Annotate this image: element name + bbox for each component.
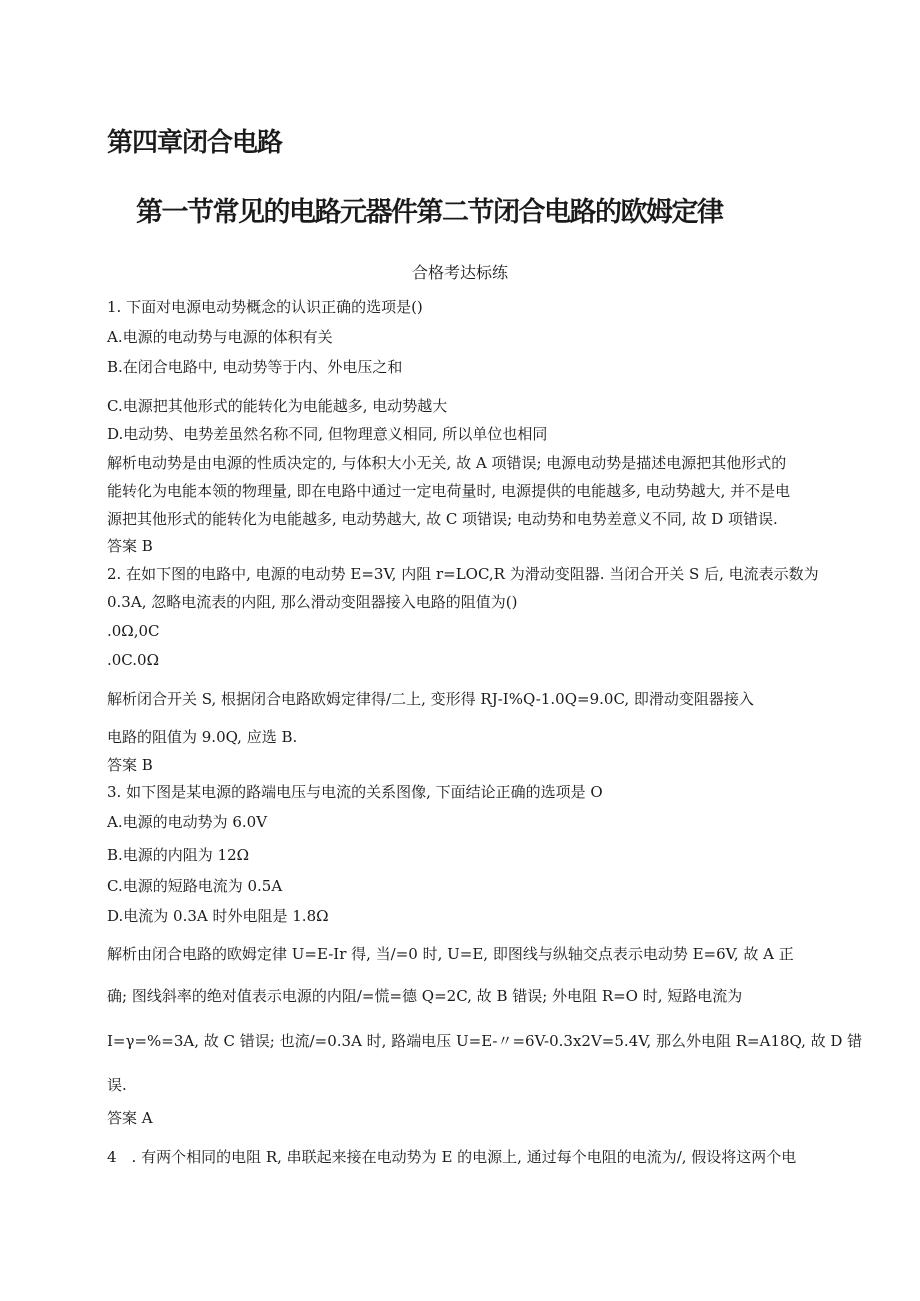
q2-options-line-2: .0C.0Ω [107,651,160,669]
q1-analysis-line-3: 源把其他形式的能转化为电能越多, 电动势越大, 故 C 项错误; 电动势和电势差意义不同, 故 D 项错误. [107,510,778,528]
q3-option-c: C.电源的短路电流为 0.5A [107,877,283,895]
q3-option-d: D.电流为 0.3A 时外电阻是 1.8Ω [107,907,329,925]
q1-stem: 1. 下面对电源电动势概念的认识正确的选项是() [107,298,423,316]
q2-stem-line-2: 0.3A, 忽略电流表的内阻, 那么滑动变阻器接入电路的阻值为() [107,593,518,611]
q1-analysis-line-1: 解析电动势是由电源的性质决定的, 与体积大小无关, 故 A 项错误; 电源电动势是描述电源把其他形式的 [107,454,787,472]
q3-option-a: A.电源的电动势为 6.0V [107,813,268,831]
q2-stem-line-1: 2. 在如下图的电路中, 电源的电动势 E=3V, 内阻 r=LOC,R 为滑动变阻器. 当闭合开关 S 后, 电流表示数为 [107,565,819,583]
q3-analysis-line-1: 解析由闭合电路的欧姆定律 U=E-Ir 得, 当/=0 时, U=E, 即图线与纵轴交点表示电动势 E=6V, 故 A 正 [107,945,794,963]
q1-option-d: D.电动势、电势差虽然名称不同, 但物理意义相同, 所以单位也相同 [107,425,548,443]
q3-analysis-line-3: I=γ=%=3A, 故 C 错误; 也流/=0.3A 时, 路端电压 U=E-〃=6V-0.3x2V=5.4V, 那么外电阻 R=A18Q, 故 D 错 [107,1032,863,1050]
q2-answer: 答案 B [107,756,153,774]
q1-answer: 答案 B [107,537,153,555]
q3-stem: 3. 如下图是某电源的路端电压与电流的关系图像, 下面结论正确的选项是 O [107,783,603,801]
q2-options-line-1: .0Ω,0C [107,622,160,640]
q3-option-b: B.电源的内阻为 12Ω [107,846,250,864]
q1-option-b: B.在闭合电路中, 电动势等于内、外电压之和 [107,358,403,376]
chapter-title: 第四章闭合电路 [107,128,283,158]
q1-option-c: C.电源把其他形式的能转化为电能越多, 电动势越大 [107,397,448,415]
exercise-heading: 合格考达标练 [411,263,508,282]
q1-option-a: A.电源的电动势与电源的体积有关 [107,328,333,346]
q2-analysis-line-2: 电路的阻值为 9.0Q, 应选 B. [107,728,298,746]
q3-answer: 答案 A [107,1109,153,1127]
q2-analysis-line-1: 解析闭合开关 S, 根据闭合电路欧姆定律得/二上, 变形得 RJ-I%Q-1.0Q=9.0C, 即滑动变阻器接入 [107,690,754,708]
q1-analysis-line-2: 能转化为电能本领的物理量, 即在电路中通过一定电荷量时, 电源提供的电能越多, 电动势越大, 并不是电 [107,482,791,500]
q4-stem: 4 . 有两个相同的电阻 R, 串联起来接在电动势为 E 的电源上, 通过每个电阻的电流为/, 假设将这两个电 [107,1148,797,1166]
q3-analysis-line-4: 误. [107,1076,127,1094]
section-title: 第一节常见的电路元器件第二节闭合电路的欧姆定律 [136,197,723,228]
q3-analysis-line-2: 确; 图线斜率的绝对值表示电源的内阻/=慌=德 Q=2C, 故 B 错误; 外电阻 R=O 时, 短路电流为 [107,987,743,1005]
